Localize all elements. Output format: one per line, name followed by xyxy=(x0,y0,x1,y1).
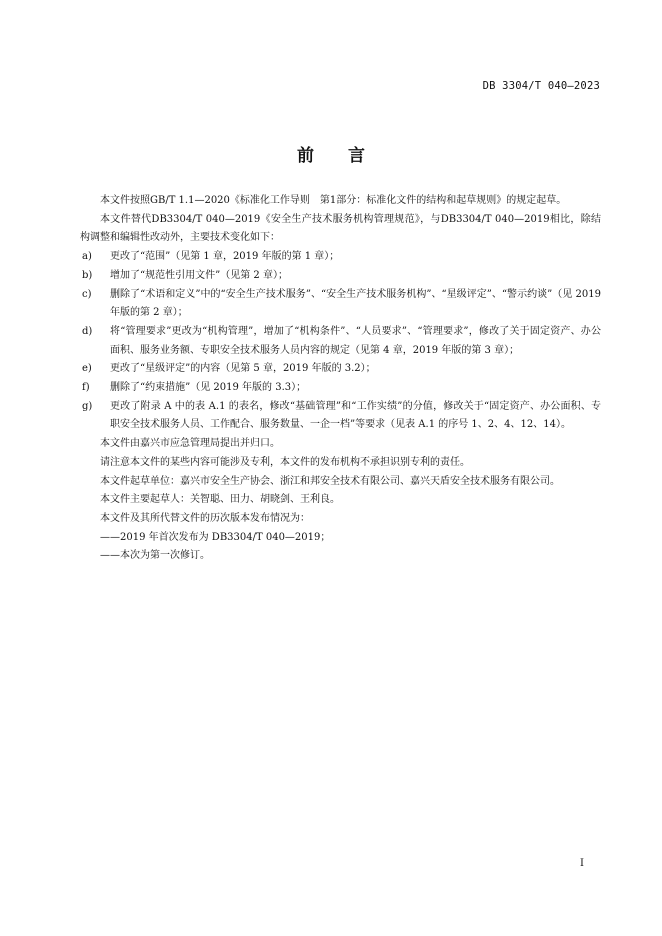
list-item-label: b) xyxy=(82,269,93,281)
title-char-1: 前 xyxy=(297,146,314,166)
list-item-text: 更改了“星级评定”的内容（见第 5 章，2019 年版的 3.2）； xyxy=(110,363,376,375)
paragraph-drafting-rules: 本文件按照GB/T 1.1—2020《标准化工作导则 第1部分：标准化文件的结构和起草规则》的规定起草。 xyxy=(100,195,567,206)
paragraph-drafting-units: 本文件起草单位：嘉兴市安全生产协会、浙江和邦安全技术有限公司、嘉兴天盾安全技术服务有限公司。 xyxy=(100,475,560,487)
paragraph-proposer: 本文件由嘉兴市应急管理局提出并归口。 xyxy=(100,438,280,450)
list-item-text: 更改了“范围”（见第 1 章，2019 年版的第 1 章）； xyxy=(110,251,340,263)
list-item-text: 删除了“约束措施”（见 2019 年版的 3.3）； xyxy=(110,382,307,394)
document-id: DB 3304/T 040—2023 xyxy=(482,80,600,92)
list-item xyxy=(80,286,601,323)
list-item xyxy=(80,248,601,267)
history-item: ——本次为第一次修订。 xyxy=(100,550,210,562)
paragraph-history-intro: 本文件及其所代替文件的历次版本发布情况为： xyxy=(100,512,310,524)
list-item xyxy=(80,360,601,379)
list-item xyxy=(80,267,601,286)
list-item xyxy=(80,379,601,398)
list-item-label: e) xyxy=(82,363,92,375)
paragraph-patent-notice: 请注意本文件的某些内容可能涉及专利，本文件的发布机构不承担识别专利的责任。 xyxy=(100,456,470,468)
list-item-text: 更改了附录 A 中的表 A.1 的表名，修改“基础管理”和“工作实绩”的分值，修改关于“固定资产、办公面积、专职安全技术服务人员、工作配合、服务数量、一企一档”等要求（见表 A.1 的序号 1、2、4、12、14）。 xyxy=(110,400,601,431)
paragraph-replacement: 本文件替代DB3304/T 040—2019《安全生产技术服务机构管理规范》，与DB3304/T 040—2019相比，除结构调整和编辑性改动外，主要技术变化如下： xyxy=(80,213,601,244)
list-item xyxy=(80,323,601,360)
foreword-body xyxy=(80,192,601,566)
page-title xyxy=(0,141,662,166)
title-char-2: 言 xyxy=(348,146,365,166)
list-item-text: 删除了“术语和定义”中的“安全生产技术服务”、“安全生产技术服务机构”、“星级评定”、“警示约谈”（见 2019 年版的第 2 章）； xyxy=(110,288,601,319)
list-item-text: 增加了“规范性引用文件”（见第 2 章）； xyxy=(110,269,288,281)
history-item: ——2019 年首次发布为 DB3304/T 040—2019； xyxy=(100,531,331,543)
list-item-label: f) xyxy=(82,382,90,394)
list-item-label: g) xyxy=(82,400,93,412)
paragraph-drafters: 本文件主要起草人：关智聪、田力、胡晓剑、王利良。 xyxy=(100,494,340,506)
list-item-text: 将“管理要求”更改为“机构管理”，增加了“机构条件”、“人员要求”、“管理要求”，修改了关于固定资产、办公面积、服务业务额、专职安全技术服务人员内容的规定（见第 4 章，2019 年版的第 3 章）； xyxy=(110,325,601,356)
list-item xyxy=(80,398,601,435)
list-item-label: a) xyxy=(82,251,92,263)
page-number: I xyxy=(580,858,584,869)
list-item-label: d) xyxy=(82,325,93,337)
list-item-label: c) xyxy=(82,288,92,300)
